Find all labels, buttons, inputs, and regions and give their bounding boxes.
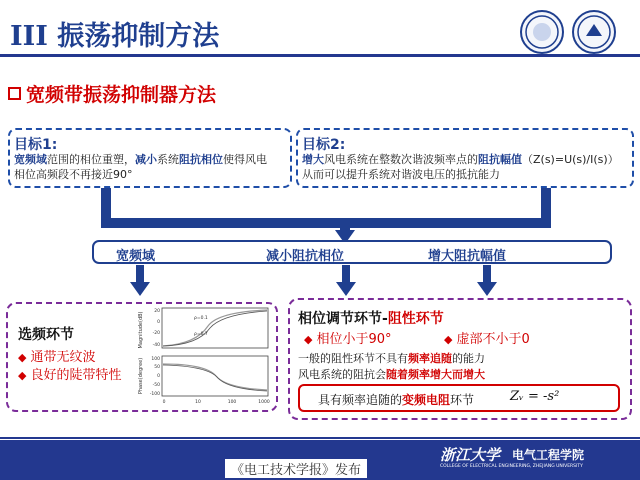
tick-label: 0 <box>157 320 160 325</box>
tick-label: 20 <box>154 309 160 314</box>
footer-school-en: COLLEGE OF ELECTRICAL ENGINEERING, ZHEJIANG UNIVERSITY <box>440 464 583 469</box>
phase-adjust-heading: 相位调节环节-阻性环节 <box>298 311 444 327</box>
plot-ylabel-phase: Phase(degree) <box>138 357 144 395</box>
goal1-title: 目标1: <box>14 137 58 153</box>
arrow-down-icon <box>336 282 356 296</box>
goal1-text: 宽频域范围的相位重塑，减小系统阻抗相位使得风电 相位高频段不再接近90° <box>14 153 267 181</box>
footer-university: 浙江大学 <box>440 446 501 464</box>
arrow-down-icon <box>130 282 150 296</box>
tick-label: 0 <box>162 400 166 405</box>
checkbox-square-icon <box>8 87 21 100</box>
tick-label: -20 <box>152 331 160 336</box>
arrow-right-stem <box>483 265 491 283</box>
page-title <box>10 14 219 53</box>
formula-zv: Zᵥ = -s² <box>510 389 560 404</box>
diamond-icon: ◆ <box>18 369 27 382</box>
variable-resistance-text: 具有频率追随的变频电阻环节 <box>318 393 475 407</box>
journal-credit: 《电工技术学报》发布 <box>225 459 367 478</box>
goal1-box <box>8 128 292 188</box>
plot-ylabel-magnitude: Magnitude(dB) <box>138 311 144 349</box>
school-logo-mark <box>574 12 614 52</box>
footer-line <box>0 437 640 439</box>
diamond-icon: ◆ <box>304 333 313 346</box>
tick-label: -100 <box>149 392 160 397</box>
goal-summary-bar <box>92 240 612 264</box>
arrow-left-stem <box>136 265 144 283</box>
bode-plot <box>136 306 272 408</box>
arrow-mid-stem <box>342 265 350 283</box>
tick-label: 50 <box>154 365 160 370</box>
tick-label: 0 <box>157 374 160 379</box>
zju-logo <box>520 10 564 54</box>
diamond-icon: ◆ <box>444 333 453 346</box>
footer-school: 电气工程学院 <box>512 448 585 462</box>
bullet-phase-below-90: ◆ 相位小于90° <box>304 332 392 347</box>
section-subtitle: 宽频带振荡抑制器方法 <box>8 80 216 107</box>
legend-rho-1: ρ=0.1 <box>194 316 208 321</box>
summary-increase-magnitude: 增大阻抗幅值 <box>428 249 507 264</box>
summary-wideband: 宽频域 <box>116 249 156 264</box>
tick-label: -50 <box>152 383 160 388</box>
section-number: III <box>10 21 48 52</box>
summary-reduce-phase: 减小阻抗相位 <box>266 249 345 264</box>
legend-rho-2: ρ=0.7 <box>194 332 208 337</box>
tick-label: 10 <box>195 400 201 405</box>
variable-resistance-box <box>298 384 620 412</box>
freq-select-heading: 选频环节 <box>18 327 74 343</box>
goal2-title: 目标2: <box>302 137 346 153</box>
resistive-line-1: 一般的阻性环节不具有频率追随的能力 <box>298 352 485 365</box>
diamond-icon: ◆ <box>18 351 27 364</box>
zju-logo-mark <box>522 12 562 52</box>
title-text: 振荡抑制方法 <box>57 21 220 52</box>
bullet-no-ripple: ◆ 通带无纹波 <box>18 350 96 365</box>
goal2-box <box>296 128 634 188</box>
resistive-line-2: 风电系统的阻抗会随着频率增大而增大 <box>298 368 485 381</box>
tick-label: 100 <box>151 357 160 362</box>
school-logo <box>572 10 616 54</box>
arrow-down-icon <box>477 282 497 296</box>
tick-label: 100 <box>227 400 237 405</box>
goal2-text: 增大风电系统在整数次谐波频率点的阻抗幅值（Z(s)=U(s)/I(s)） 从而可以提升系统对谐波电压的抵抗能力 <box>302 153 619 181</box>
bullet-steep-band: ◆ 良好的陡带特性 <box>18 368 122 383</box>
tick-label: -40 <box>152 343 160 348</box>
header-rule <box>0 54 640 57</box>
tick-label: 1000 <box>258 400 270 405</box>
bullet-imag-nonnegative: ◆ 虚部不小于0 <box>444 332 530 347</box>
connector-horizontal <box>101 218 551 228</box>
